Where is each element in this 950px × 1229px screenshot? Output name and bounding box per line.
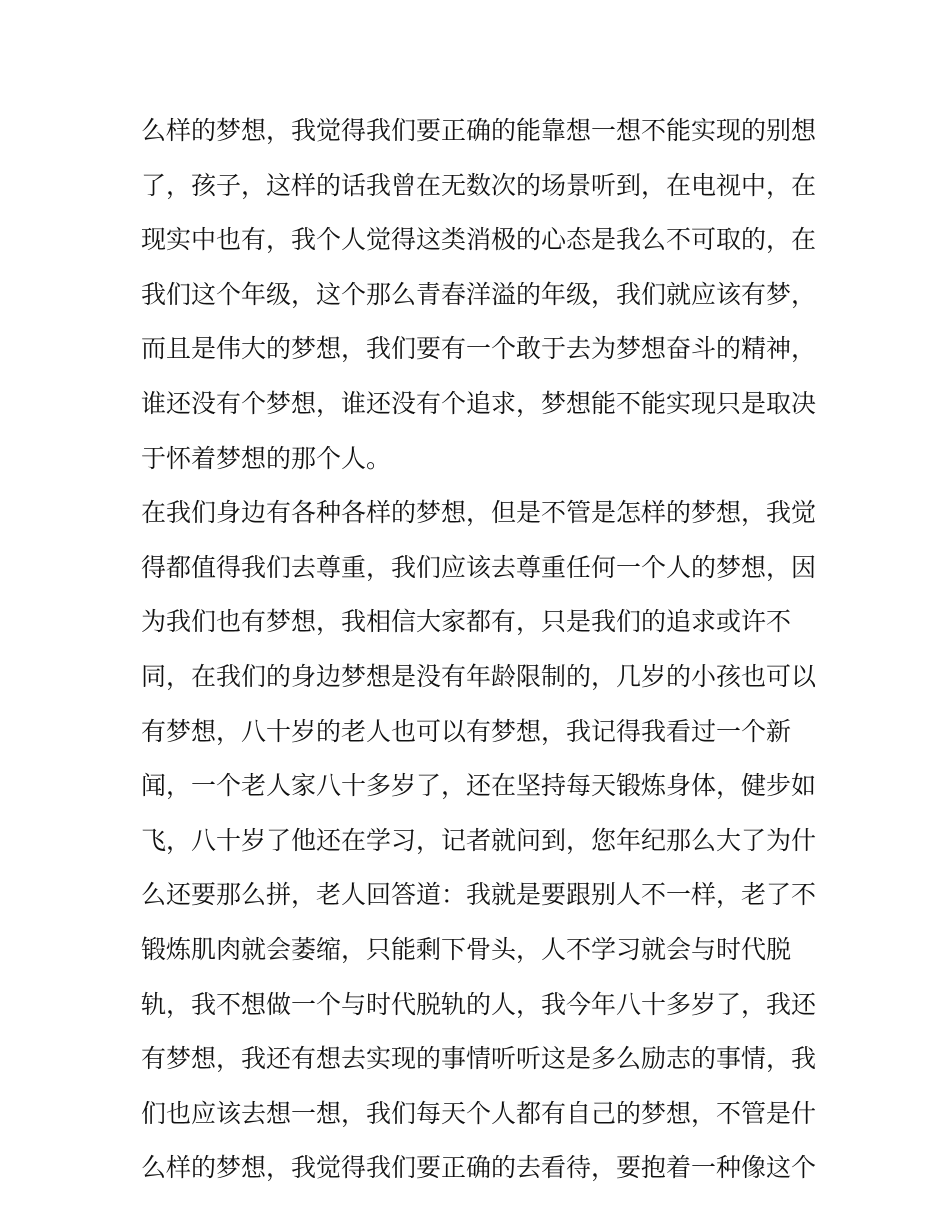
text-line: 而且是伟大的梦想，我们要有一个敢于去为梦想奋斗的精神， bbox=[141, 334, 817, 364]
text-line: 锻炼肌肉就会萎缩，只能剩下骨头，人不学习就会与时代脱 bbox=[141, 934, 792, 964]
text-line: 么样的梦想，我觉得我们要正确的能靠想一想不能实现的别想 bbox=[141, 116, 817, 145]
text-line: 轨，我不想做一个与时代脱轨的人，我今年八十多岁了，我还 bbox=[141, 989, 817, 1019]
text-line: 为我们也有梦想，我相信大家都有，只是我们的追求或许不 bbox=[141, 607, 792, 637]
text-line: 谁还没有个梦想，谁还没有个追求，梦想能不能实现只是取决 bbox=[141, 388, 817, 418]
text-line: 在我们身边有各种各样的梦想，但是不管是怎样的梦想，我觉 bbox=[141, 498, 817, 528]
text-line: 么还要那么拼，老人回答道：我就是要跟别人不一样，老了不 bbox=[141, 880, 817, 910]
text-line: 同，在我们的身边梦想是没有年龄限制的，几岁的小孩也可以 bbox=[141, 661, 817, 691]
text-line: 于怀着梦想的那个人。 bbox=[141, 443, 392, 473]
document-body-text bbox=[141, 104, 821, 1196]
text-line: 飞，八十岁了他还在学习，记者就问到，您年纪那么大了为什 bbox=[141, 825, 817, 855]
text-line: 了，孩子，这样的话我曾在无数次的场景听到，在电视中，在 bbox=[141, 170, 817, 200]
text-line: 么样的梦想，我觉得我们要正确的去看待，要抱着一种像这个 bbox=[141, 1153, 817, 1183]
text-line: 我们这个年级，这个那么青春洋溢的年级，我们就应该有梦， bbox=[141, 279, 817, 309]
text-line: 有梦想，我还有想去实现的事情听听这是多么励志的事情，我 bbox=[141, 1044, 817, 1074]
text-line: 们也应该去想一想，我们每天个人都有自己的梦想，不管是什 bbox=[141, 1098, 817, 1128]
text-line: 有梦想，八十岁的老人也可以有梦想，我记得我看过一个新 bbox=[141, 716, 792, 746]
text-line: 闻，一个老人家八十多岁了，还在坚持每天锻炼身体，健步如 bbox=[141, 771, 817, 801]
text-line: 现实中也有，我个人觉得这类消极的心态是我么不可取的，在 bbox=[141, 225, 817, 255]
text-line: 得都值得我们去尊重，我们应该去尊重任何一个人的梦想，因 bbox=[141, 552, 817, 582]
